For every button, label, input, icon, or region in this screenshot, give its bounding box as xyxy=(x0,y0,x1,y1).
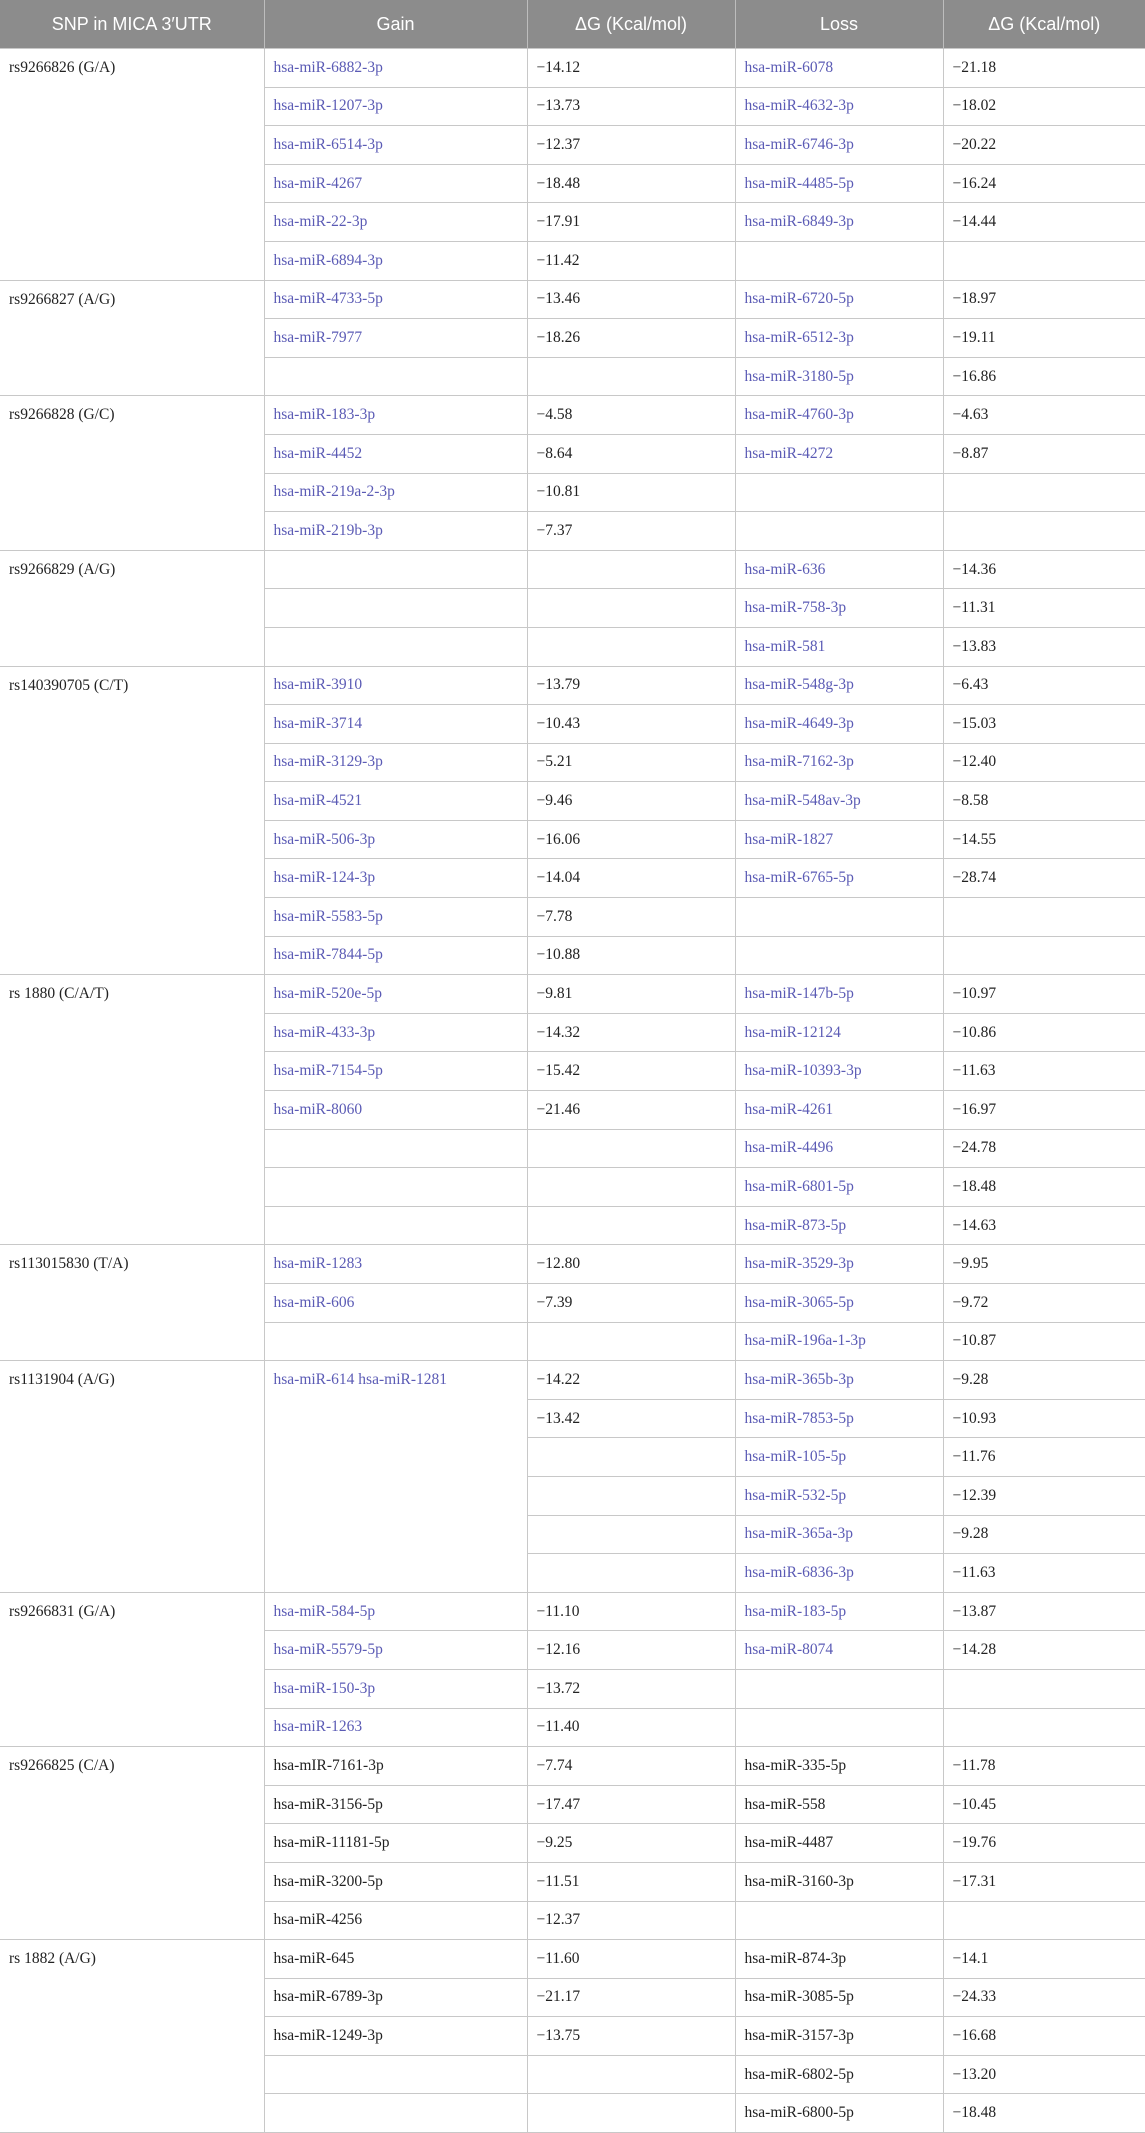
snp-cell: rs 1880 (C/A/T) xyxy=(0,975,264,1245)
loss-dg-cell xyxy=(943,936,1145,975)
loss-dg-cell: −15.03 xyxy=(943,705,1145,744)
gain-mirna-cell: hsa-miR-6882-3p xyxy=(264,49,527,88)
gain-dg-cell: −9.25 xyxy=(527,1824,735,1863)
gain-dg-cell: −9.81 xyxy=(527,975,735,1014)
gain-mirna-cell: hsa-miR-22-3p xyxy=(264,203,527,242)
table-row xyxy=(0,396,1145,435)
gain-mirna-cell: hsa-miR-3200-5p xyxy=(264,1862,527,1901)
gain-dg-cell xyxy=(527,1554,735,1593)
loss-dg-cell: −16.68 xyxy=(943,2017,1145,2056)
loss-mirna-cell: hsa-miR-3065-5p xyxy=(735,1284,943,1323)
gain-mirna-cell xyxy=(264,1129,527,1168)
loss-mirna-cell: hsa-miR-12124 xyxy=(735,1013,943,1052)
gain-mirna-cell: hsa-miR-4267 xyxy=(264,164,527,203)
gain-mirna-cell: hsa-miR-4521 xyxy=(264,782,527,821)
loss-mirna-cell: hsa-miR-6720-5p xyxy=(735,280,943,319)
gain-dg-cell xyxy=(527,627,735,666)
gain-dg-cell xyxy=(527,1515,735,1554)
loss-dg-cell xyxy=(943,512,1145,551)
loss-dg-cell: −14.36 xyxy=(943,550,1145,589)
snp-cell: rs140390705 (C/T) xyxy=(0,666,264,975)
gain-dg-cell: −21.17 xyxy=(527,1978,735,2017)
table-row xyxy=(0,550,1145,589)
loss-mirna-cell: hsa-miR-4760-3p xyxy=(735,396,943,435)
loss-dg-cell: −14.63 xyxy=(943,1206,1145,1245)
loss-mirna-cell: hsa-miR-365b-3p xyxy=(735,1361,943,1400)
gain-mirna-cell: hsa-miR-4733-5p xyxy=(264,280,527,319)
loss-dg-cell: −12.39 xyxy=(943,1476,1145,1515)
loss-mirna-cell: hsa-miR-4496 xyxy=(735,1129,943,1168)
loss-mirna-cell: hsa-miR-548g-3p xyxy=(735,666,943,705)
loss-mirna-cell xyxy=(735,898,943,937)
loss-dg-cell: −10.97 xyxy=(943,975,1145,1014)
loss-dg-cell: −20.22 xyxy=(943,126,1145,165)
loss-dg-cell: −14.44 xyxy=(943,203,1145,242)
table-row xyxy=(0,1361,1145,1400)
loss-dg-cell xyxy=(943,241,1145,280)
gain-dg-cell xyxy=(527,1438,735,1477)
gain-mirna-cell: hsa-miR-7977 xyxy=(264,319,527,358)
header-loss-dg: ΔG (Kcal/mol) xyxy=(943,0,1145,49)
gain-dg-cell: −12.16 xyxy=(527,1631,735,1670)
gain-dg-cell: −14.04 xyxy=(527,859,735,898)
loss-mirna-cell: hsa-miR-6078 xyxy=(735,49,943,88)
loss-mirna-cell: hsa-miR-7853-5p xyxy=(735,1399,943,1438)
header-gain-dg: ΔG (Kcal/mol) xyxy=(527,0,735,49)
loss-mirna-cell: hsa-miR-3160-3p xyxy=(735,1862,943,1901)
loss-mirna-cell: hsa-miR-365a-3p xyxy=(735,1515,943,1554)
gain-dg-cell: −7.78 xyxy=(527,898,735,937)
loss-dg-cell: −9.95 xyxy=(943,1245,1145,1284)
loss-mirna-cell: hsa-miR-196a-1-3p xyxy=(735,1322,943,1361)
loss-dg-cell: −19.11 xyxy=(943,319,1145,358)
gain-mirna-cell xyxy=(264,2055,527,2094)
gain-mirna-cell: hsa-miR-7154-5p xyxy=(264,1052,527,1091)
loss-mirna-cell: hsa-miR-758-3p xyxy=(735,589,943,628)
gain-mirna-cell: hsa-miR-3714 xyxy=(264,705,527,744)
loss-mirna-cell xyxy=(735,1901,943,1940)
gain-dg-cell: −7.39 xyxy=(527,1284,735,1323)
loss-dg-cell: −9.72 xyxy=(943,1284,1145,1323)
loss-dg-cell xyxy=(943,1901,1145,1940)
snp-cell: rs9266825 (C/A) xyxy=(0,1747,264,1940)
loss-dg-cell: −14.55 xyxy=(943,820,1145,859)
gain-dg-cell xyxy=(527,2094,735,2133)
table-row xyxy=(0,1245,1145,1284)
snp-cell: rs9266828 (G/C) xyxy=(0,396,264,550)
gain-mirna-cell: hsa-miR-5583-5p xyxy=(264,898,527,937)
gain-dg-cell xyxy=(527,1129,735,1168)
table-row xyxy=(0,666,1145,705)
loss-mirna-cell: hsa-miR-1827 xyxy=(735,820,943,859)
gain-mirna-cell xyxy=(264,550,527,589)
loss-mirna-cell: hsa-miR-7162-3p xyxy=(735,743,943,782)
loss-mirna-cell: hsa-miR-4649-3p xyxy=(735,705,943,744)
gain-mirna-cell: hsa-miR-614 hsa-miR-1281 xyxy=(264,1361,527,1593)
gain-dg-cell: −5.21 xyxy=(527,743,735,782)
loss-mirna-cell: hsa-miR-532-5p xyxy=(735,1476,943,1515)
gain-mirna-cell: hsa-miR-8060 xyxy=(264,1091,527,1130)
gain-dg-cell: −13.46 xyxy=(527,280,735,319)
loss-dg-cell: −13.20 xyxy=(943,2055,1145,2094)
gain-mirna-cell xyxy=(264,1206,527,1245)
loss-mirna-cell: hsa-miR-8074 xyxy=(735,1631,943,1670)
loss-mirna-cell xyxy=(735,512,943,551)
loss-mirna-cell: hsa-miR-874-3p xyxy=(735,1940,943,1979)
table-row xyxy=(0,1592,1145,1631)
loss-dg-cell: −16.86 xyxy=(943,357,1145,396)
loss-dg-cell: −14.28 xyxy=(943,1631,1145,1670)
table-row xyxy=(0,1940,1145,1979)
loss-mirna-cell: hsa-miR-4632-3p xyxy=(735,87,943,126)
loss-mirna-cell: hsa-miR-147b-5p xyxy=(735,975,943,1014)
loss-dg-cell: −28.74 xyxy=(943,859,1145,898)
loss-dg-cell: −11.76 xyxy=(943,1438,1145,1477)
gain-dg-cell: −15.42 xyxy=(527,1052,735,1091)
gain-dg-cell: −13.75 xyxy=(527,2017,735,2056)
loss-mirna-cell: hsa-miR-4261 xyxy=(735,1091,943,1130)
gain-mirna-cell: hsa-miR-11181-5p xyxy=(264,1824,527,1863)
gain-mirna-cell xyxy=(264,1322,527,1361)
loss-dg-cell: −18.02 xyxy=(943,87,1145,126)
header-gain: Gain xyxy=(264,0,527,49)
snp-cell: rs9266826 (G/A) xyxy=(0,49,264,281)
table-row xyxy=(0,975,1145,1014)
loss-mirna-cell: hsa-miR-4485-5p xyxy=(735,164,943,203)
snp-cell: rs9266829 (A/G) xyxy=(0,550,264,666)
loss-mirna-cell: hsa-miR-548av-3p xyxy=(735,782,943,821)
loss-dg-cell: −18.97 xyxy=(943,280,1145,319)
gain-mirna-cell: hsa-miR-124-3p xyxy=(264,859,527,898)
gain-mirna-cell: hsa-miR-5579-5p xyxy=(264,1631,527,1670)
loss-mirna-cell: hsa-miR-105-5p xyxy=(735,1438,943,1477)
loss-mirna-cell: hsa-miR-6746-3p xyxy=(735,126,943,165)
gain-dg-cell: −16.06 xyxy=(527,820,735,859)
snp-cell: rs9266827 (A/G) xyxy=(0,280,264,396)
snp-cell: rs113015830 (T/A) xyxy=(0,1245,264,1361)
gain-dg-cell: −14.32 xyxy=(527,1013,735,1052)
gain-mirna-cell: hsa-mIR-7161-3p xyxy=(264,1747,527,1786)
loss-mirna-cell xyxy=(735,936,943,975)
loss-mirna-cell: hsa-miR-3180-5p xyxy=(735,357,943,396)
loss-dg-cell: −8.87 xyxy=(943,434,1145,473)
gain-dg-cell: −17.91 xyxy=(527,203,735,242)
loss-dg-cell: −21.18 xyxy=(943,49,1145,88)
loss-mirna-cell: hsa-miR-3157-3p xyxy=(735,2017,943,2056)
loss-mirna-cell: hsa-miR-873-5p xyxy=(735,1206,943,1245)
loss-mirna-cell xyxy=(735,473,943,512)
loss-mirna-cell xyxy=(735,241,943,280)
gain-dg-cell: −12.37 xyxy=(527,126,735,165)
loss-mirna-cell: hsa-miR-558 xyxy=(735,1785,943,1824)
gain-dg-cell: −11.42 xyxy=(527,241,735,280)
loss-dg-cell: −13.83 xyxy=(943,627,1145,666)
loss-mirna-cell: hsa-miR-3529-3p xyxy=(735,1245,943,1284)
loss-dg-cell: −4.63 xyxy=(943,396,1145,435)
gain-dg-cell: −7.74 xyxy=(527,1747,735,1786)
gain-dg-cell: −13.42 xyxy=(527,1399,735,1438)
loss-dg-cell: −18.48 xyxy=(943,2094,1145,2133)
gain-mirna-cell: hsa-miR-219b-3p xyxy=(264,512,527,551)
gain-mirna-cell: hsa-miR-3156-5p xyxy=(264,1785,527,1824)
loss-mirna-cell xyxy=(735,1708,943,1747)
gain-mirna-cell: hsa-miR-1263 xyxy=(264,1708,527,1747)
gain-mirna-cell: hsa-miR-1207-3p xyxy=(264,87,527,126)
loss-mirna-cell: hsa-miR-6836-3p xyxy=(735,1554,943,1593)
loss-dg-cell: −17.31 xyxy=(943,1862,1145,1901)
gain-mirna-cell: hsa-miR-6789-3p xyxy=(264,1978,527,2017)
gain-dg-cell: −11.40 xyxy=(527,1708,735,1747)
loss-dg-cell: −11.63 xyxy=(943,1554,1145,1593)
gain-mirna-cell: hsa-miR-3910 xyxy=(264,666,527,705)
gain-mirna-cell: hsa-miR-6514-3p xyxy=(264,126,527,165)
loss-dg-cell: −10.87 xyxy=(943,1322,1145,1361)
snp-cell: rs 1882 (A/G) xyxy=(0,1940,264,2133)
gain-mirna-cell xyxy=(264,357,527,396)
loss-dg-cell: −18.48 xyxy=(943,1168,1145,1207)
loss-dg-cell: −13.87 xyxy=(943,1592,1145,1631)
gain-mirna-cell: hsa-miR-4256 xyxy=(264,1901,527,1940)
gain-dg-cell xyxy=(527,550,735,589)
gain-mirna-cell: hsa-miR-150-3p xyxy=(264,1669,527,1708)
loss-dg-cell: −16.97 xyxy=(943,1091,1145,1130)
loss-dg-cell: −11.31 xyxy=(943,589,1145,628)
gain-dg-cell: −13.73 xyxy=(527,87,735,126)
gain-dg-cell: −10.81 xyxy=(527,473,735,512)
gain-dg-cell: −8.64 xyxy=(527,434,735,473)
gain-dg-cell: −10.88 xyxy=(527,936,735,975)
gain-dg-cell: −17.47 xyxy=(527,1785,735,1824)
gain-dg-cell: −4.58 xyxy=(527,396,735,435)
loss-mirna-cell: hsa-miR-4487 xyxy=(735,1824,943,1863)
loss-mirna-cell: hsa-miR-6849-3p xyxy=(735,203,943,242)
gain-mirna-cell: hsa-miR-183-3p xyxy=(264,396,527,435)
loss-dg-cell xyxy=(943,1708,1145,1747)
gain-dg-cell: −11.60 xyxy=(527,1940,735,1979)
gain-mirna-cell: hsa-miR-6894-3p xyxy=(264,241,527,280)
snp-cell: rs9266831 (G/A) xyxy=(0,1592,264,1746)
loss-mirna-cell: hsa-miR-183-5p xyxy=(735,1592,943,1631)
gain-mirna-cell: hsa-miR-584-5p xyxy=(264,1592,527,1631)
gain-mirna-cell: hsa-miR-520e-5p xyxy=(264,975,527,1014)
gain-dg-cell xyxy=(527,589,735,628)
loss-mirna-cell: hsa-miR-6802-5p xyxy=(735,2055,943,2094)
loss-dg-cell: −11.63 xyxy=(943,1052,1145,1091)
loss-mirna-cell: hsa-miR-581 xyxy=(735,627,943,666)
gain-dg-cell: −18.26 xyxy=(527,319,735,358)
loss-mirna-cell: hsa-miR-6765-5p xyxy=(735,859,943,898)
loss-dg-cell: −8.58 xyxy=(943,782,1145,821)
loss-mirna-cell: hsa-miR-6800-5p xyxy=(735,2094,943,2133)
gain-mirna-cell: hsa-miR-7844-5p xyxy=(264,936,527,975)
loss-dg-cell: −10.93 xyxy=(943,1399,1145,1438)
gain-dg-cell: −10.43 xyxy=(527,705,735,744)
gain-dg-cell: −7.37 xyxy=(527,512,735,551)
loss-dg-cell: −10.45 xyxy=(943,1785,1145,1824)
gain-dg-cell: −21.46 xyxy=(527,1091,735,1130)
gain-mirna-cell xyxy=(264,1168,527,1207)
loss-dg-cell: −16.24 xyxy=(943,164,1145,203)
header-loss: Loss xyxy=(735,0,943,49)
loss-dg-cell: −12.40 xyxy=(943,743,1145,782)
gain-mirna-cell: hsa-miR-645 xyxy=(264,1940,527,1979)
loss-dg-cell: −9.28 xyxy=(943,1361,1145,1400)
gain-mirna-cell xyxy=(264,627,527,666)
loss-dg-cell: −9.28 xyxy=(943,1515,1145,1554)
snp-cell: rs1131904 (A/G) xyxy=(0,1361,264,1593)
table-row xyxy=(0,49,1145,88)
gain-dg-cell: −18.48 xyxy=(527,164,735,203)
loss-mirna-cell: hsa-miR-4272 xyxy=(735,434,943,473)
gain-dg-cell: −14.12 xyxy=(527,49,735,88)
loss-dg-cell xyxy=(943,1669,1145,1708)
loss-mirna-cell: hsa-miR-636 xyxy=(735,550,943,589)
gain-dg-cell: −12.37 xyxy=(527,1901,735,1940)
loss-dg-cell: −24.33 xyxy=(943,1978,1145,2017)
gain-dg-cell: −11.10 xyxy=(527,1592,735,1631)
gain-dg-cell xyxy=(527,1168,735,1207)
gain-dg-cell: −9.46 xyxy=(527,782,735,821)
table-header xyxy=(0,0,1145,49)
gain-mirna-cell: hsa-miR-1249-3p xyxy=(264,2017,527,2056)
gain-dg-cell xyxy=(527,357,735,396)
gain-dg-cell: −11.51 xyxy=(527,1862,735,1901)
loss-dg-cell: −14.1 xyxy=(943,1940,1145,1979)
loss-dg-cell xyxy=(943,473,1145,512)
gain-dg-cell xyxy=(527,1322,735,1361)
gain-dg-cell: −12.80 xyxy=(527,1245,735,1284)
gain-mirna-cell: hsa-miR-3129-3p xyxy=(264,743,527,782)
loss-dg-cell: −19.76 xyxy=(943,1824,1145,1863)
gain-mirna-cell: hsa-miR-506-3p xyxy=(264,820,527,859)
gain-mirna-cell xyxy=(264,2094,527,2133)
gain-mirna-cell xyxy=(264,589,527,628)
gain-dg-cell: −14.22 xyxy=(527,1361,735,1400)
loss-mirna-cell: hsa-miR-3085-5p xyxy=(735,1978,943,2017)
gain-mirna-cell: hsa-miR-433-3p xyxy=(264,1013,527,1052)
gain-dg-cell xyxy=(527,1476,735,1515)
gain-mirna-cell: hsa-miR-219a-2-3p xyxy=(264,473,527,512)
loss-mirna-cell xyxy=(735,1669,943,1708)
header-snp: SNP in MICA 3′UTR xyxy=(0,0,264,49)
loss-dg-cell: −10.86 xyxy=(943,1013,1145,1052)
gain-dg-cell: −13.72 xyxy=(527,1669,735,1708)
table-row xyxy=(0,280,1145,319)
gain-dg-cell xyxy=(527,2055,735,2094)
gain-mirna-cell: hsa-miR-4452 xyxy=(264,434,527,473)
gain-dg-cell xyxy=(527,1206,735,1245)
gain-mirna-cell: hsa-miR-1283 xyxy=(264,1245,527,1284)
loss-mirna-cell: hsa-miR-10393-3p xyxy=(735,1052,943,1091)
table-body xyxy=(0,49,1145,2133)
loss-mirna-cell: hsa-miR-335-5p xyxy=(735,1747,943,1786)
loss-dg-cell: −6.43 xyxy=(943,666,1145,705)
loss-dg-cell: −11.78 xyxy=(943,1747,1145,1786)
loss-mirna-cell: hsa-miR-6801-5p xyxy=(735,1168,943,1207)
loss-dg-cell xyxy=(943,898,1145,937)
table-row xyxy=(0,1747,1145,1786)
gain-dg-cell: −13.79 xyxy=(527,666,735,705)
loss-mirna-cell: hsa-miR-6512-3p xyxy=(735,319,943,358)
gain-mirna-cell: hsa-miR-606 xyxy=(264,1284,527,1323)
loss-dg-cell: −24.78 xyxy=(943,1129,1145,1168)
